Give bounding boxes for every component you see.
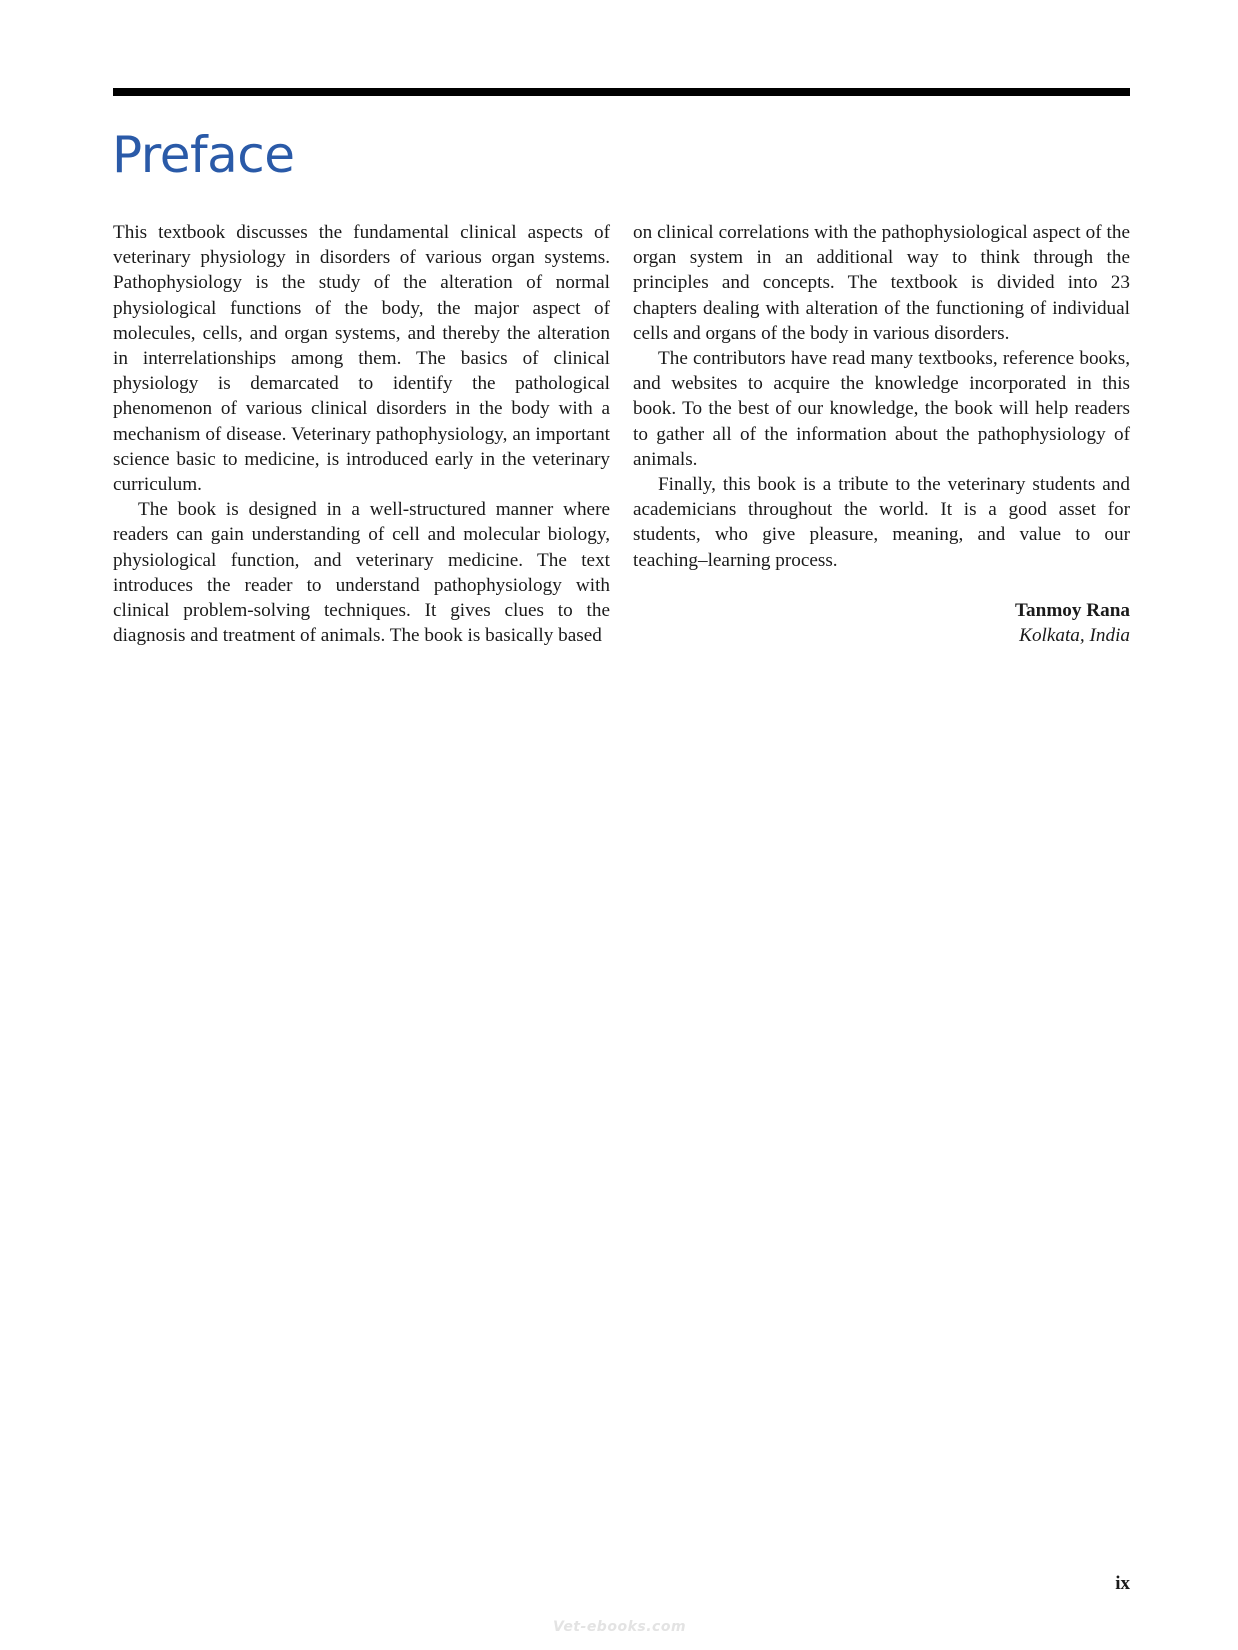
left-column: [113, 220, 610, 648]
text-columns: [113, 220, 1130, 648]
paragraph-2: The book is designed in a well-structured manner where readers can gain understanding of cell and molecular biology, physiological function, and veterinary medicine. The text introduces the reader to understand pathophysiology with clinical problem-solving techniques. It gives clues to the diagnosis and treatment of animals. The book is basically based: [113, 499, 610, 647]
author-location: Kolkata, India: [1019, 625, 1130, 647]
watermark: Vet-ebooks.com: [553, 1619, 687, 1635]
right-column: [633, 220, 1130, 648]
top-rule: [113, 88, 1130, 96]
paragraph-3: The contributors have read many textbooks, reference books, and websites to acquire the knowledge incorporated in this book. To the best of our knowledge, the book will help readers to gather all of the information about the pathophysiology of animals.: [633, 348, 1130, 470]
page-title: Preface: [112, 126, 295, 184]
page-number: ix: [1115, 1573, 1130, 1594]
signature-block: [633, 598, 1130, 648]
author-name: Tanmoy Rana: [1015, 599, 1130, 621]
paragraph-2-continued: on clinical correlations with the pathophysiological aspect of the organ system in an additional way to think through the principles and concepts. The textbook is divided into 23 chapters dealing with alteration of the functioning of individual cells and organs of the body in various disorders.: [633, 222, 1130, 344]
paragraph-4: Finally, this book is a tribute to the veterinary students and academicians throughout the world. It is a good asset for students, who give pleasure, meaning, and value to our teaching–learning process.: [633, 474, 1130, 571]
paragraph-1: This textbook discusses the fundamental clinical aspects of veterinary physiology in disorders of various organ systems. Pathophysiology is the study of the alteration of normal physiological functions of the body, the major aspect of molecules, cells, and organ systems, and thereby the alteration in interrelationships among them. The basics of clinical physiology is demarcated to identify the pathological phenomenon of various clinical disorders in the body with a mechanism of disease. Veterinary pathophysiology, an important science basic to medicine, is introduced early in the veterinary curriculum.: [113, 222, 610, 496]
